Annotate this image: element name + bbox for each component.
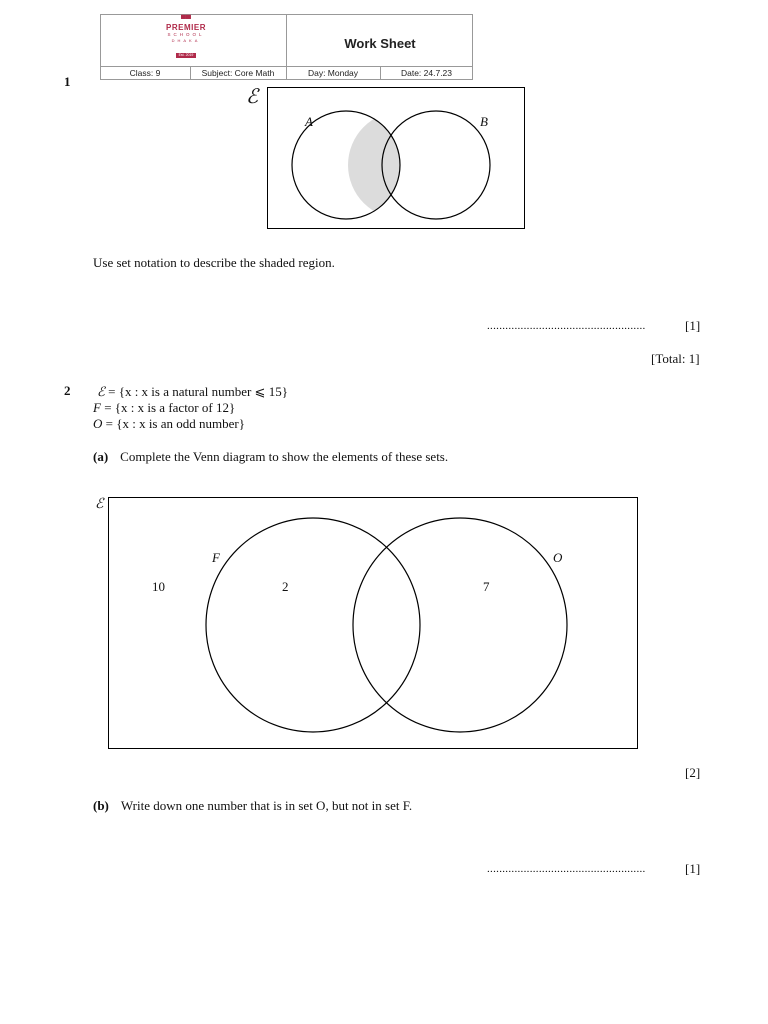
set-f-symbol: F <box>93 400 101 415</box>
mark-allocation: [1] <box>685 318 701 333</box>
part-b-text: Write down one number that is in set O, but not in set F. <box>120 798 413 813</box>
mark-allocation: [2] <box>685 765 701 780</box>
total-marks: [Total: 1] <box>651 351 700 366</box>
part-a-label: (a) <box>93 449 109 464</box>
venn-element: 7 <box>483 579 490 594</box>
venn-element: 10 <box>152 579 165 594</box>
class-label: Class: 9 <box>129 68 161 78</box>
logo-city: DHAKA <box>171 38 201 43</box>
logo-name: PREMIER <box>166 23 206 32</box>
worksheet-title: Work Sheet <box>344 36 416 51</box>
set-b-label: B <box>480 114 488 129</box>
question-number: 1 <box>64 74 71 89</box>
set-f-label: F <box>212 550 220 565</box>
universal-set-symbol: ℰ <box>97 384 105 399</box>
logo-established: Est. 2019 <box>176 53 197 58</box>
set-o-circle[interactable] <box>353 518 567 732</box>
answer-line[interactable]: .................................................... <box>487 320 646 332</box>
logo-school: SCHOOL <box>167 32 205 37</box>
part-a-text: Complete the Venn diagram to show the elements of these sets. <box>120 449 449 464</box>
set-o-symbol: O <box>93 416 103 431</box>
set-f-definition <box>93 400 235 416</box>
venn-element: 2 <box>282 579 289 594</box>
part-a <box>93 449 448 465</box>
set-o-label: O <box>553 550 563 565</box>
set-o-definition <box>93 416 245 432</box>
q1-instruction: Use set notation to describe the shaded region. <box>93 255 335 270</box>
school-logo <box>158 16 214 57</box>
date-label: Date: 24.7.23 <box>400 68 453 78</box>
book-icon: ▀▀ <box>181 16 191 23</box>
universal-set-definition <box>97 384 288 400</box>
definition-text: = {x : x is an odd number} <box>102 416 245 431</box>
subject-label: Subject: Core Math <box>201 68 275 78</box>
answer-line[interactable]: .................................................... <box>487 863 646 875</box>
universal-set-symbol: ℰ <box>95 497 104 512</box>
day-label: Day: Monday <box>307 68 359 78</box>
universal-set-symbol: ℰ <box>246 86 259 108</box>
part-b-label: (b) <box>93 798 109 813</box>
mark-allocation: [1] <box>685 861 701 876</box>
venn-diagram-q2 <box>100 490 645 755</box>
shaded-intersection <box>348 111 456 219</box>
part-b <box>93 798 412 814</box>
set-f-circle[interactable] <box>206 518 420 732</box>
universal-set-box[interactable] <box>109 498 638 749</box>
question-number: 2 <box>64 383 71 398</box>
definition-text: = {x : x is a natural number ⩽ 15} <box>104 384 288 399</box>
venn-diagram-q1 <box>240 80 540 240</box>
definition-text: = {x : x is a factor of 12} <box>100 400 236 415</box>
set-a-label: A <box>305 114 313 129</box>
